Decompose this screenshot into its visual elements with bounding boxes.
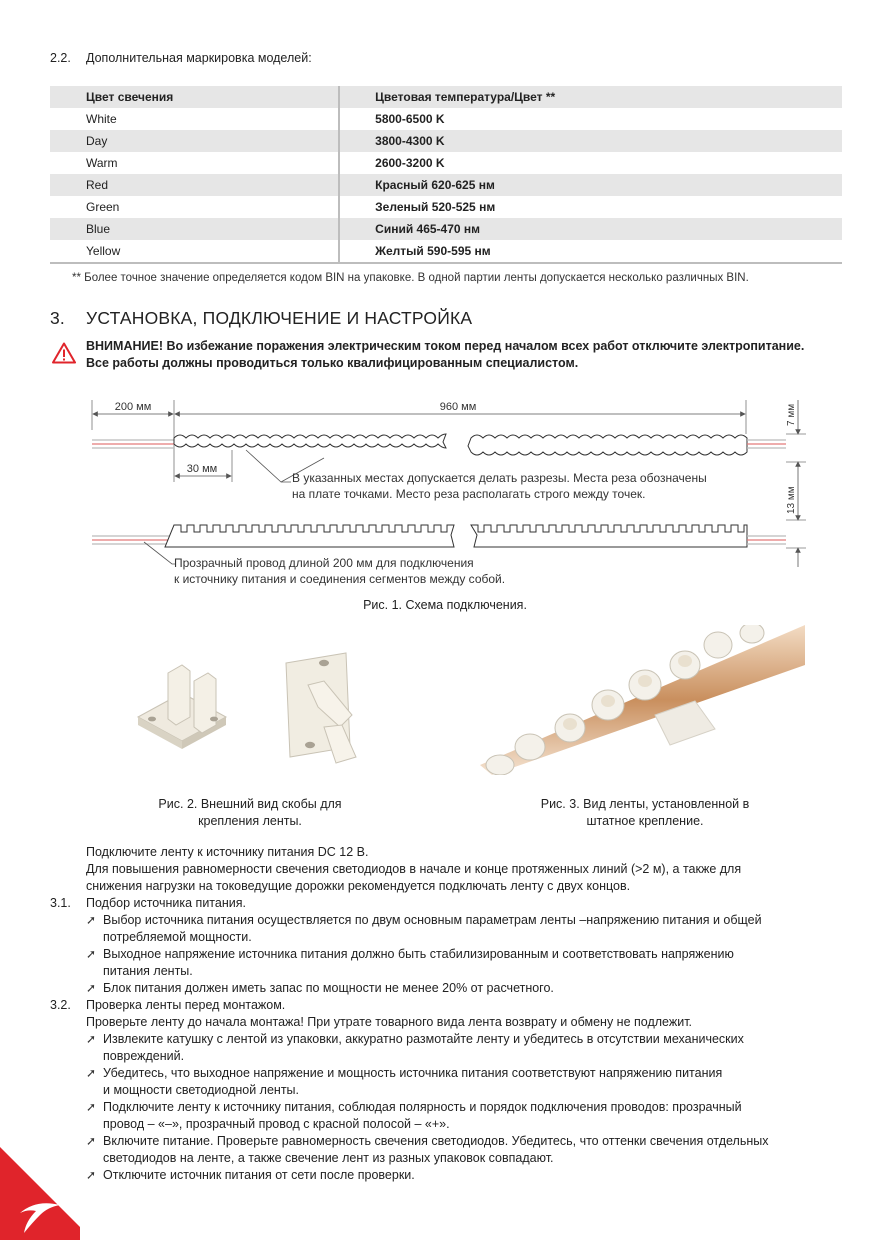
table-cell: 2600-3200 K — [339, 152, 842, 174]
table-footnote: ** Более точное значение определяется кодом BIN на упаковке. В одной партии ленты допускается несколько различных BIN. — [72, 272, 749, 284]
table-cell: Green — [86, 200, 120, 214]
list-line: Убедитесь, что выходное напряжение и мощность источника питания соответствуют напряжению питания — [103, 1066, 723, 1080]
connection-diagram-drawing — [86, 392, 816, 592]
list-line: Включите питание. Проверьте равномерность свечения светодиодов. Убедитесь, что оттенки свечения отдельных — [103, 1134, 769, 1148]
table-row — [50, 152, 842, 174]
list-line: провод – «–», прозрачный провод с красной полосой – «+». — [103, 1117, 450, 1131]
table-row — [50, 174, 842, 196]
arrow-bullet-icon: ➚ — [86, 1168, 97, 1182]
section-number: 2.2. — [50, 51, 71, 65]
list-item — [0, 1167, 877, 1184]
arrow-bullet-icon: ➚ — [86, 1134, 97, 1148]
list-item — [0, 1133, 877, 1167]
table-row — [50, 196, 842, 218]
section-number: 3.1. — [50, 896, 71, 910]
section-3-2-intro: Проверьте ленту до начала монтажа! При утрате товарного вида лента возврату и обмену не подлежит. — [86, 1015, 693, 1029]
list-item-text — [103, 946, 848, 980]
arrow-bullet-icon: ➚ — [86, 1100, 97, 1114]
list-item-text — [103, 1065, 848, 1099]
table-cell: Yellow — [50, 240, 339, 263]
list-line: Подключите ленту к источнику питания, соблюдая полярность и порядок подключения проводов: прозрачный — [103, 1100, 742, 1114]
table-cell: White — [86, 112, 117, 126]
section-3-2-heading — [50, 997, 850, 1014]
list-line: Отключите источник питания от сети после проверки. — [103, 1168, 415, 1182]
diagram-note: на плате точками. Место реза располагать строго между точек. — [292, 487, 646, 501]
table-cell: Зеленый 520-525 нм — [339, 196, 842, 218]
table-row — [50, 240, 842, 263]
section-title: УСТАНОВКА, ПОДКЛЮЧЕНИЕ И НАСТРОЙКА — [86, 308, 473, 328]
table-cell: Красный 620-625 нм — [339, 174, 842, 196]
list-line: Выходное напряжение источника питания должно быть стабилизированным и соответствовать напряжению — [103, 947, 734, 961]
table-cell: 5800-6500 K — [339, 108, 842, 130]
list-item-text — [103, 1031, 848, 1065]
dimension-label: 200 мм — [114, 401, 152, 413]
dimension-label: 13 мм — [786, 486, 797, 514]
diagram-note: к источнику питания и соединения сегментов между собой. — [174, 572, 506, 586]
warning-line: Все работы должны проводиться только квалифицированным специалистом. — [86, 356, 579, 370]
table-row — [50, 218, 842, 240]
diagram-note: В указанных местах допускается делать разрезы. Места реза обозначены — [292, 471, 707, 485]
section-title: Проверка ленты перед монтажом. — [86, 998, 286, 1012]
table-cell: Желтый 590-595 нм — [339, 240, 842, 263]
warning-icon — [52, 342, 76, 364]
list-item — [0, 1031, 877, 1065]
list-item-text — [103, 912, 848, 946]
strip-mounted-image — [480, 625, 805, 775]
list-line: потребляемой мощности. — [103, 930, 252, 944]
section-3-2-list — [0, 1031, 877, 1184]
caption-line: Рис. 3. Вид ленты, установленной в — [540, 797, 750, 811]
warning-line: ВНИМАНИЕ! Во избежание поражения электрическим током перед началом всех работ отключите электропитание. — [86, 339, 805, 353]
section-title: Дополнительная маркировка моделей: — [86, 51, 312, 65]
connection-diagram — [86, 392, 816, 592]
intro-line: Подключите ленту к источнику питания DC 12 В. — [86, 845, 369, 859]
list-item-text — [103, 1133, 848, 1167]
table-header: Цветовая температура/Цвет ** — [339, 86, 842, 108]
caption-line: крепления ленты. — [198, 814, 302, 828]
section-title: Подбор источника питания. — [86, 896, 246, 910]
caption-line: Рис. 2. Внешний вид скобы для — [158, 797, 342, 811]
dimension-label: 7 мм — [786, 403, 797, 426]
arrow-bullet-icon: ➚ — [86, 1066, 97, 1080]
section-3-1-heading — [50, 895, 850, 912]
diagram-note: Прозрачный провод длиной 200 мм для подключения — [174, 556, 474, 570]
list-line: Блок питания должен иметь запас по мощности не менее 20% от расчетного. — [103, 981, 554, 995]
list-item — [0, 1065, 877, 1099]
list-item — [0, 946, 877, 980]
arrow-bullet-icon: ➚ — [86, 913, 97, 927]
list-item-text — [103, 980, 848, 997]
figure-2-caption — [120, 796, 380, 830]
list-item-text — [103, 1167, 848, 1184]
list-line: Извлеките катушку с лентой из упаковки, аккуратно размотайте ленту и убедитесь в отсутствии механических — [103, 1032, 744, 1046]
section-number: 3. — [50, 308, 65, 328]
figure-3-caption — [500, 796, 790, 830]
table-row — [50, 108, 842, 130]
dimension-label: 960 мм — [439, 401, 477, 413]
bracket-image — [130, 645, 280, 755]
table-cell: Синий 465-470 нм — [339, 218, 842, 240]
arrow-bullet-icon: ➚ — [86, 1032, 97, 1046]
section-number: 3.2. — [50, 998, 71, 1012]
list-line: повреждений. — [103, 1049, 185, 1063]
dimension-label: 30 мм — [186, 463, 218, 475]
warning-text — [86, 338, 856, 372]
intro-line: Для повышения равномерности свечения светодиодов в начале и конце протяженных линий (>2 м), а также для — [86, 862, 742, 876]
section-3-1-list — [0, 912, 877, 996]
table-header-row — [50, 86, 842, 108]
table-header: Цвет свечения — [86, 90, 174, 104]
marking-table — [50, 86, 842, 264]
table-cell: 3800-4300 K — [339, 130, 842, 152]
list-line: питания ленты. — [103, 964, 193, 978]
intro-text — [86, 844, 856, 895]
table-cell: Red — [86, 178, 109, 192]
arrow-bullet-icon: ➚ — [86, 947, 97, 961]
list-line: светодиодов на ленте, а также свечение лент из разных упаковок совпадают. — [103, 1151, 554, 1165]
table-row — [50, 130, 842, 152]
list-item — [0, 912, 877, 946]
table-cell: Day — [86, 134, 108, 148]
table-cell: Warm — [86, 156, 118, 170]
list-item — [0, 1099, 877, 1133]
brand-logo-icon — [0, 1147, 80, 1240]
caption-line: штатное крепление. — [586, 814, 704, 828]
list-line: Выбор источника питания осуществляется по двум основным параметрам ленты –напряжению питания и общей — [103, 913, 762, 927]
intro-line: снижения нагрузки на токоведущие дорожки рекомендуется подключать ленту с двух концов. — [86, 879, 631, 893]
table-cell: Blue — [86, 222, 111, 236]
bracket-front-image — [280, 645, 360, 765]
list-line: и мощности светодиодной ленты. — [103, 1083, 300, 1097]
list-item — [0, 980, 877, 997]
list-item-text — [103, 1099, 848, 1133]
arrow-bullet-icon: ➚ — [86, 981, 97, 995]
figure-1-caption: Рис. 1. Схема подключения. — [363, 598, 527, 612]
